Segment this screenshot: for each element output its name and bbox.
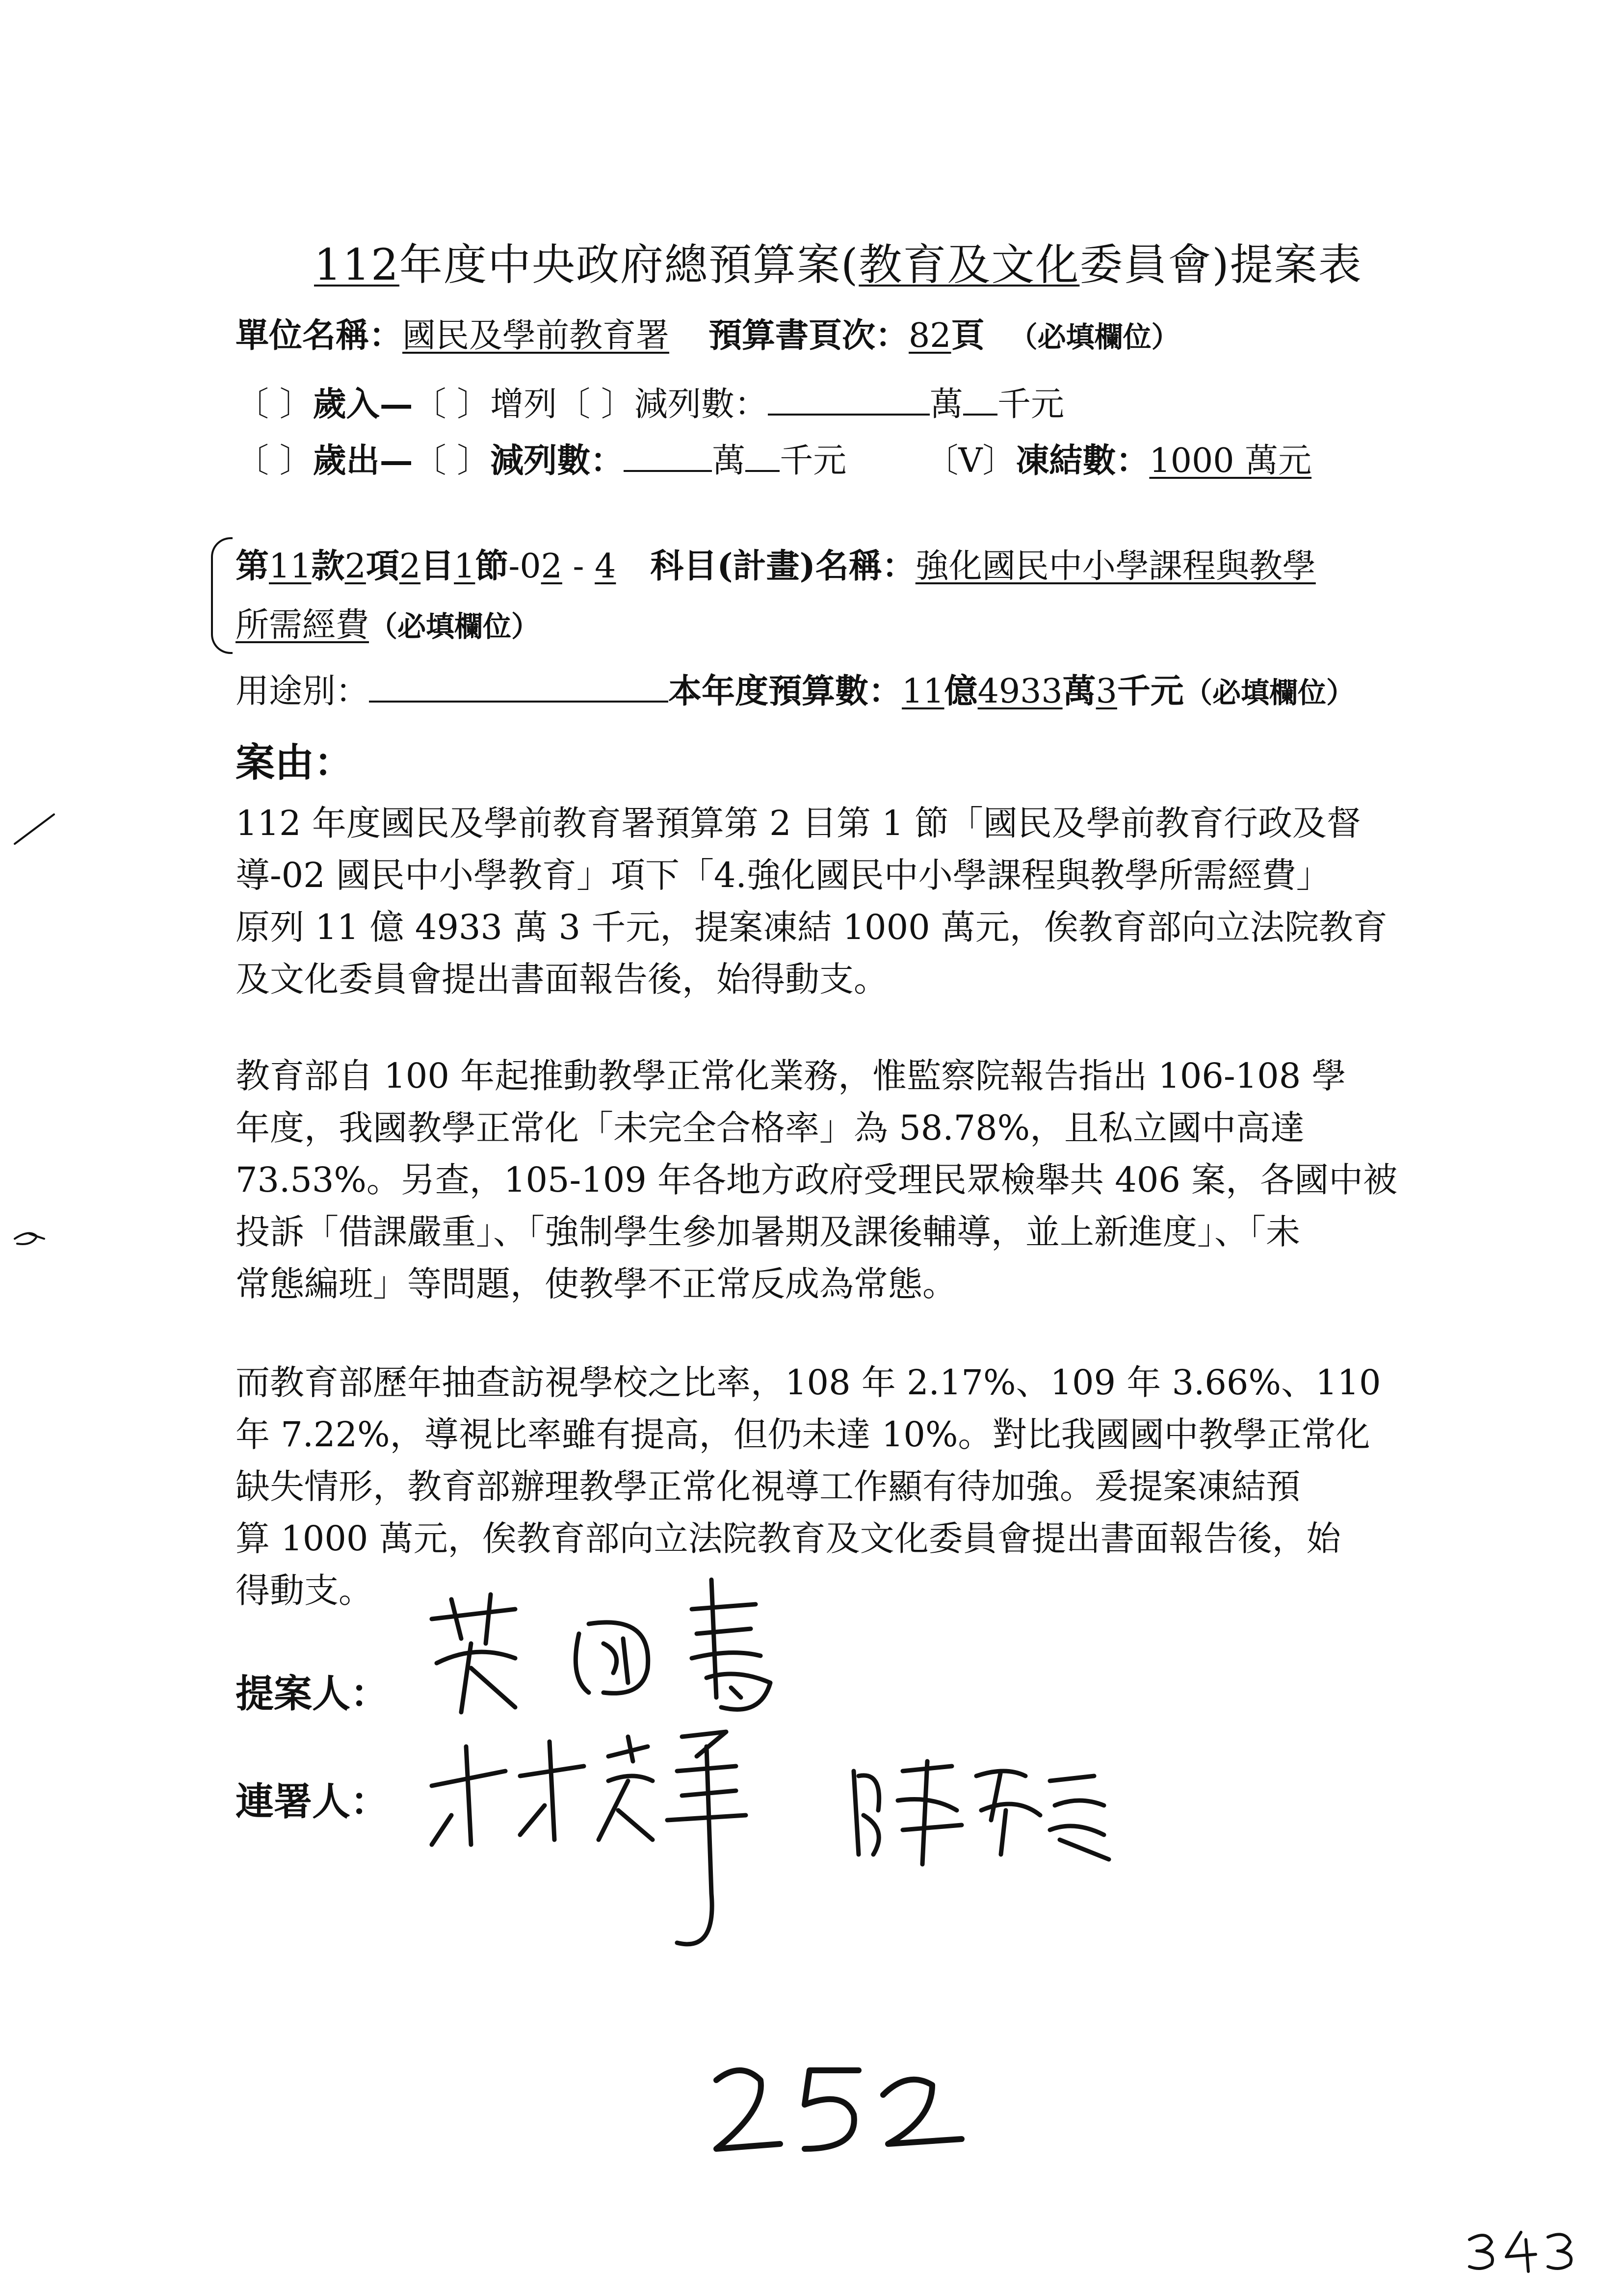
code-part1: -0 [508, 547, 541, 586]
page-label: 預算書頁次： [708, 316, 909, 355]
revenue-line [236, 378, 1064, 425]
page-value: 82 [909, 316, 951, 355]
xiang-value: 2 [344, 547, 366, 586]
revenue-label: 歲入— [313, 385, 413, 424]
code-part4: 4 [595, 547, 616, 586]
jie-label: 節 [475, 547, 509, 586]
title-year: 112 [314, 239, 399, 290]
subject-bracket [211, 537, 233, 654]
budget-wan-label: 萬 [1062, 672, 1096, 711]
code-part2: 2 [541, 547, 562, 586]
proposer-label: 提案人： [236, 1671, 389, 1716]
budget-qian: 3 [1096, 672, 1117, 711]
wan-unit: 萬 [929, 385, 963, 424]
subject-name-label: 科目(計畫)名稱： [650, 547, 916, 586]
subject-line-1 [236, 540, 1316, 587]
budget-label: 本年度預算數： [668, 672, 902, 711]
p2-line: 投訴「借課嚴重」、「強制學生參加暑期及課後輔導，並上新進度」、「未 [236, 1212, 1300, 1252]
unit-value: 國民及學前教育署 [402, 316, 670, 355]
margin-mark-2 [10, 1226, 49, 1251]
expense-line [236, 434, 1311, 482]
p3-line: 得動支。 [236, 1570, 373, 1611]
budget-yi-label: 億 [944, 672, 978, 711]
p2-line: 教育部自 100 年起推動教學正常化業務，惟監察院報告指出 106-108 學 [236, 1056, 1346, 1096]
p1-line: 原列 11 億 4933 萬 3 千元，提案凍結 1000 萬元，俟教育部向立法院教育 [236, 907, 1388, 947]
unit-line [236, 309, 1180, 357]
p3-line: 而教育部歷年抽查訪視學校之比率，108 年 2.17%、109 年 3.66%、110 [236, 1362, 1381, 1403]
required-note-1: （必填欄位） [1009, 320, 1180, 354]
title-committee: 教育及文化 [859, 239, 1080, 290]
p2-line: 年度，我國教學正常化「未完全合格率」為 58.78%，且私立國中高達 [236, 1108, 1305, 1148]
p2-line: 73.53%。另查，105-109 年各地方政府受理民眾檢舉共 406 案，各國中被 [236, 1160, 1398, 1200]
p3-line: 缺失情形，教育部辦理教學正常化視導工作顯有待加強。爰提案凍結預 [236, 1466, 1300, 1507]
reduce-label: 減列數： [634, 385, 768, 424]
kuan-label: 款 [311, 547, 345, 586]
xiang-label: 項 [366, 547, 399, 586]
expense-qian-unit: 千元 [780, 442, 847, 480]
freeze-value: 1000 萬元 [1149, 442, 1312, 480]
p3-line: 年 7.22%，導視比率雖有提高，但仍未達 10%。對比我國國中教學正常化 [236, 1414, 1370, 1455]
kuan-value: 11 [269, 547, 312, 586]
cosigner-label: 連署人： [236, 1779, 389, 1824]
expense-checkbox: 〔 〕 [236, 442, 313, 480]
paragraph-2 [236, 1050, 1433, 1310]
p1-line: 及文化委員會提出書面報告後，始得動支。 [236, 959, 888, 999]
handwritten-page-number [697, 2051, 971, 2164]
expense-label: 歲出— [313, 441, 413, 480]
title-part2: 委員會)提案表 [1079, 239, 1362, 290]
signature-cosigner-2 [844, 1756, 1119, 1874]
document-title [314, 231, 1362, 292]
subject-name-part1: 強化國民中小學課程與教學 [915, 547, 1316, 586]
expense-wan-unit: 萬 [712, 442, 746, 480]
freeze-checkbox: 〔V〕 [925, 442, 1016, 480]
corner-number [1462, 2222, 1580, 2276]
title-part1: 年度中央政府總預算案( [399, 239, 859, 290]
p2-line: 常態編班」等問題，使教學不正常反成為常態。 [236, 1264, 957, 1304]
reduce-checkbox: 〔 〕 [557, 385, 634, 424]
expense-amount-blank [624, 437, 712, 472]
mu-value: 2 [399, 547, 421, 586]
expense-reduce-checkbox: 〔 〕 [413, 442, 491, 480]
add-label: 增列 [490, 385, 557, 424]
mu-label: 目 [420, 547, 454, 586]
jie-value: 1 [454, 547, 475, 586]
subject-name-part2: 所需經費 [236, 606, 369, 645]
use-line [236, 665, 1355, 712]
qian-blank [963, 380, 997, 416]
freeze-label: 凍結數： [1016, 441, 1150, 480]
revenue-amount-blank [768, 380, 930, 416]
p1-line: 112 年度國民及學前教育署預算第 2 目第 1 節「國民及學前教育行政及督 [236, 803, 1361, 843]
required-note-2: （必填欄位） [369, 610, 540, 643]
add-checkbox: 〔 〕 [413, 385, 491, 424]
p1-line: 導-02 國民中小學教育」項下「4.強化國民中小學課程與教學所需經費」 [236, 855, 1331, 895]
qian-unit: 千元 [997, 385, 1064, 424]
code-part3: - [562, 547, 595, 586]
expense-qian-blank [745, 437, 780, 472]
budget-qian-label: 千元 [1117, 672, 1184, 711]
p3-line: 算 1000 萬元，俟教育部向立法院教育及文化委員會提出書面報告後，始 [236, 1518, 1341, 1559]
budget-wan: 4933 [977, 672, 1063, 711]
use-blank [369, 667, 668, 703]
page-suffix: 頁 [951, 316, 985, 355]
use-label: 用途別： [236, 672, 369, 711]
signature-proposer [417, 1570, 834, 1727]
reason-heading: 案由： [236, 739, 353, 785]
revenue-checkbox: 〔 〕 [236, 385, 313, 424]
paragraph-1 [236, 797, 1433, 1005]
unit-label: 單位名稱： [236, 316, 403, 355]
signature-cosigner-1 [422, 1717, 775, 1992]
margin-mark-1 [10, 809, 59, 849]
subject-line-2 [236, 599, 540, 646]
expense-reduce-label: 減列數： [490, 441, 624, 480]
required-note-3: （必填欄位） [1183, 676, 1355, 709]
budget-yi: 11 [902, 672, 944, 711]
paragraph-3 [236, 1357, 1433, 1617]
di-label: 第 [236, 547, 269, 586]
